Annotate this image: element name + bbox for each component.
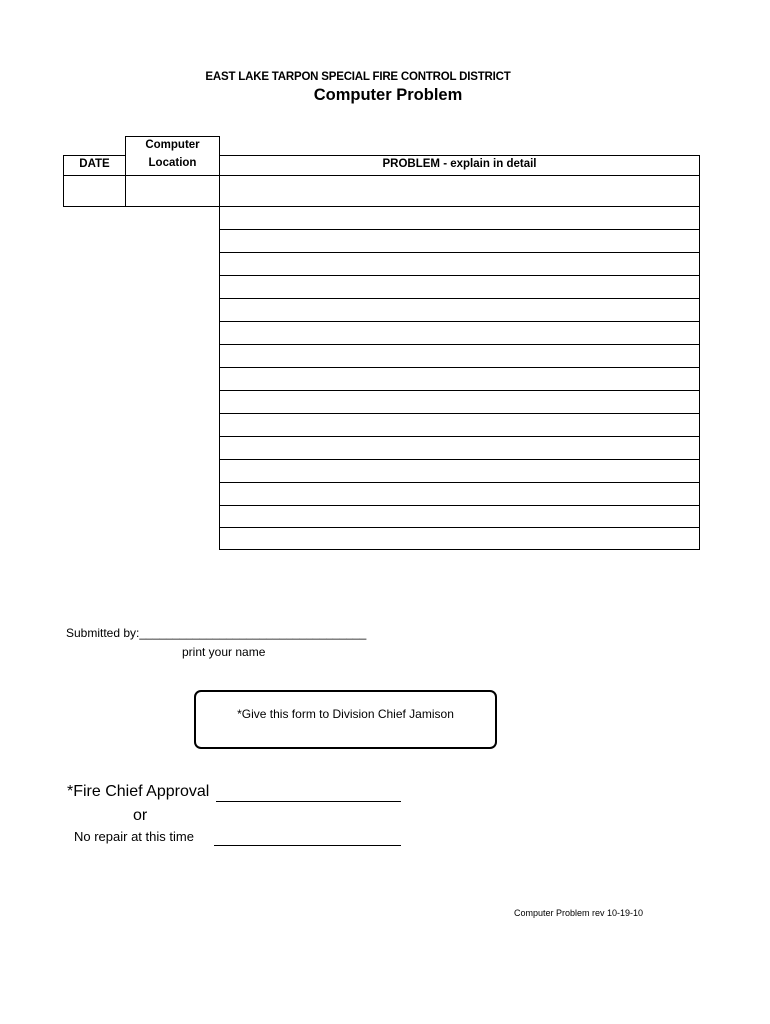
notice-text: *Give this form to Division Chief Jamison: [237, 707, 454, 721]
problem-line: [219, 298, 700, 299]
problem-line: [219, 436, 700, 437]
fire-chief-approval-line[interactable]: [216, 801, 401, 802]
organization-name: EAST LAKE TARPON SPECIAL FIRE CONTROL DISTRICT: [205, 71, 511, 83]
location-entry-cell[interactable]: [125, 175, 220, 207]
submitted-by-field[interactable]: Submitted by:__________________________________: [66, 626, 367, 640]
fire-chief-approval-label: *Fire Chief Approval: [67, 783, 210, 800]
problem-lines-area[interactable]: [219, 206, 700, 550]
location-header-line2: Location: [148, 157, 197, 169]
problem-line: [219, 413, 700, 414]
problem-line: [219, 344, 700, 345]
no-repair-label: No repair at this time: [74, 829, 194, 844]
no-repair-line[interactable]: [214, 845, 401, 846]
print-name-hint: print your name: [182, 645, 266, 659]
problem-header: PROBLEM - explain in detail: [382, 158, 537, 170]
form-title: Computer Problem: [313, 86, 463, 104]
problem-line: [219, 482, 700, 483]
location-header-line1: Computer: [145, 139, 200, 151]
problem-line: [219, 459, 700, 460]
problem-line: [219, 390, 700, 391]
problem-line: [219, 229, 700, 230]
problem-entry-cell[interactable]: [219, 175, 700, 207]
problem-line: [219, 505, 700, 506]
problem-line: [219, 252, 700, 253]
problem-line: [219, 321, 700, 322]
problem-line: [219, 527, 700, 528]
or-label: or: [133, 807, 148, 824]
revision-footer: Computer Problem rev 10-19-10: [514, 908, 644, 918]
date-header: DATE: [79, 158, 110, 170]
problem-line: [219, 275, 700, 276]
date-entry-cell[interactable]: [63, 175, 126, 207]
problem-line: [219, 367, 700, 368]
